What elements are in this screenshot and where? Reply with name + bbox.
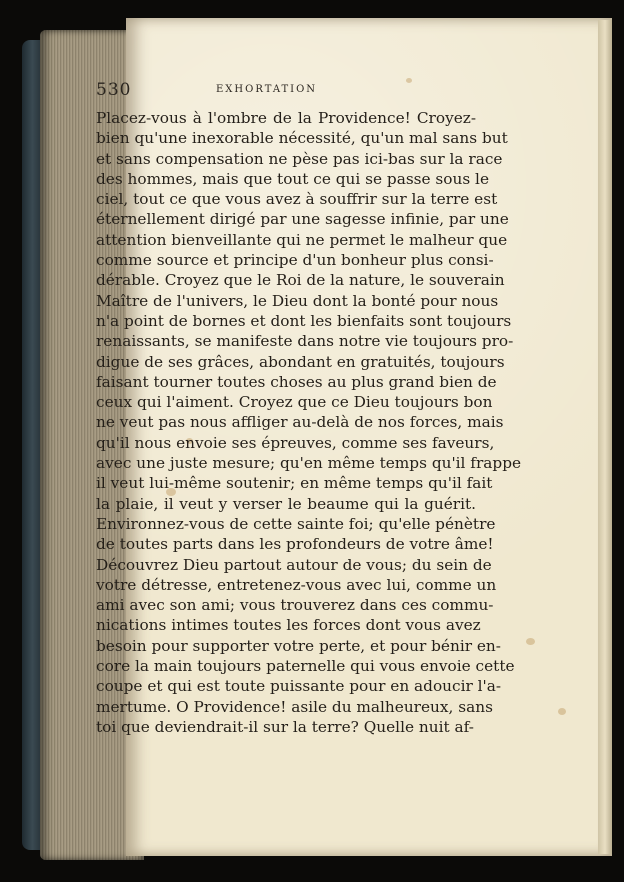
- text-line: attention bienveillante qui ne permet le malheur que: [96, 230, 508, 249]
- page-number: 530: [96, 80, 132, 100]
- foxing-spot: [526, 638, 535, 645]
- text-line: ne veut pas nous affliger au-delà de nos forces, mais: [96, 413, 504, 432]
- foxing-spot: [558, 708, 566, 715]
- text-line: Environnez-vous de cette sainte foi; qu'elle pénètre: [96, 514, 496, 533]
- text-line: Maître de l'univers, le Dieu dont la bonté pour nous: [96, 291, 499, 310]
- text-line: qu'il nous envoie ses épreuves, comme ses faveurs,: [96, 433, 495, 452]
- text-line: de toutes parts dans les profondeurs de votre âme!: [96, 535, 494, 554]
- text-line: il veut lui-même soutenir; en même temps qu'il fait: [96, 474, 493, 493]
- text-line: mertume. O Providence! asile du malheureux, sans: [96, 697, 493, 716]
- text-line: Placez-vous à l'ombre de la Providence! Croyez-: [96, 109, 476, 127]
- text-line: des hommes, mais que tout ce qui se passe sous le: [96, 169, 490, 188]
- text-line: dérable. Croyez que le Roi de la nature, le souverain: [96, 271, 505, 290]
- text-line: ceux qui l'aiment. Croyez que ce Dieu toujours bon: [96, 393, 493, 412]
- text-line: renaissants, se manifeste dans notre vie toujours pro-: [96, 332, 514, 351]
- text-line: la plaie, il veut y verser le beaume qui la guérit.: [96, 494, 476, 513]
- text-line: faisant tourner toutes choses au plus grand bien de: [96, 372, 497, 391]
- text-line: besoin pour supporter votre perte, et pour bénir en-: [96, 636, 501, 655]
- text-line: Découvrez Dieu partout autour de vous; du sein de: [96, 555, 492, 574]
- text-line: ami avec son ami; vous trouverez dans ces commu-: [96, 596, 494, 615]
- text-line: avec une juste mesure; qu'en même temps qu'il frappe: [96, 454, 522, 473]
- text-line: et sans compensation ne pèse pas ici-bas sur la race: [96, 149, 503, 168]
- text-line: bien qu'une inexorable nécessité, qu'un mal sans but: [96, 129, 508, 148]
- body-text: [96, 108, 522, 737]
- text-line: digue de ses grâces, abondant en gratuités, toujours: [96, 352, 505, 371]
- text-line: comme source et principe d'un bonheur plus consi-: [96, 251, 494, 270]
- text-line: coupe et qui est toute puissante pour en adoucir l'a-: [96, 677, 502, 696]
- page-header: [96, 80, 476, 100]
- text-line: toi que deviendrait-il sur la terre? Quelle nuit af-: [96, 717, 474, 736]
- text-line: nications intimes toutes les forces dont vous avez: [96, 616, 481, 635]
- running-head: EXHORTATION: [216, 84, 318, 95]
- text-line: n'a point de bornes et dont les bienfaits sont toujours: [96, 311, 512, 330]
- text-line: core la main toujours paternelle qui vous envoie cette: [96, 657, 515, 676]
- adjacent-page-edge: [598, 20, 612, 854]
- text-line: éternellement dirigé par une sagesse infinie, par une: [96, 210, 509, 229]
- text-line: ciel, tout ce que vous avez à souffrir sur la terre est: [96, 190, 498, 209]
- text-line: votre détresse, entretenez-vous avec lui, comme un: [96, 575, 497, 594]
